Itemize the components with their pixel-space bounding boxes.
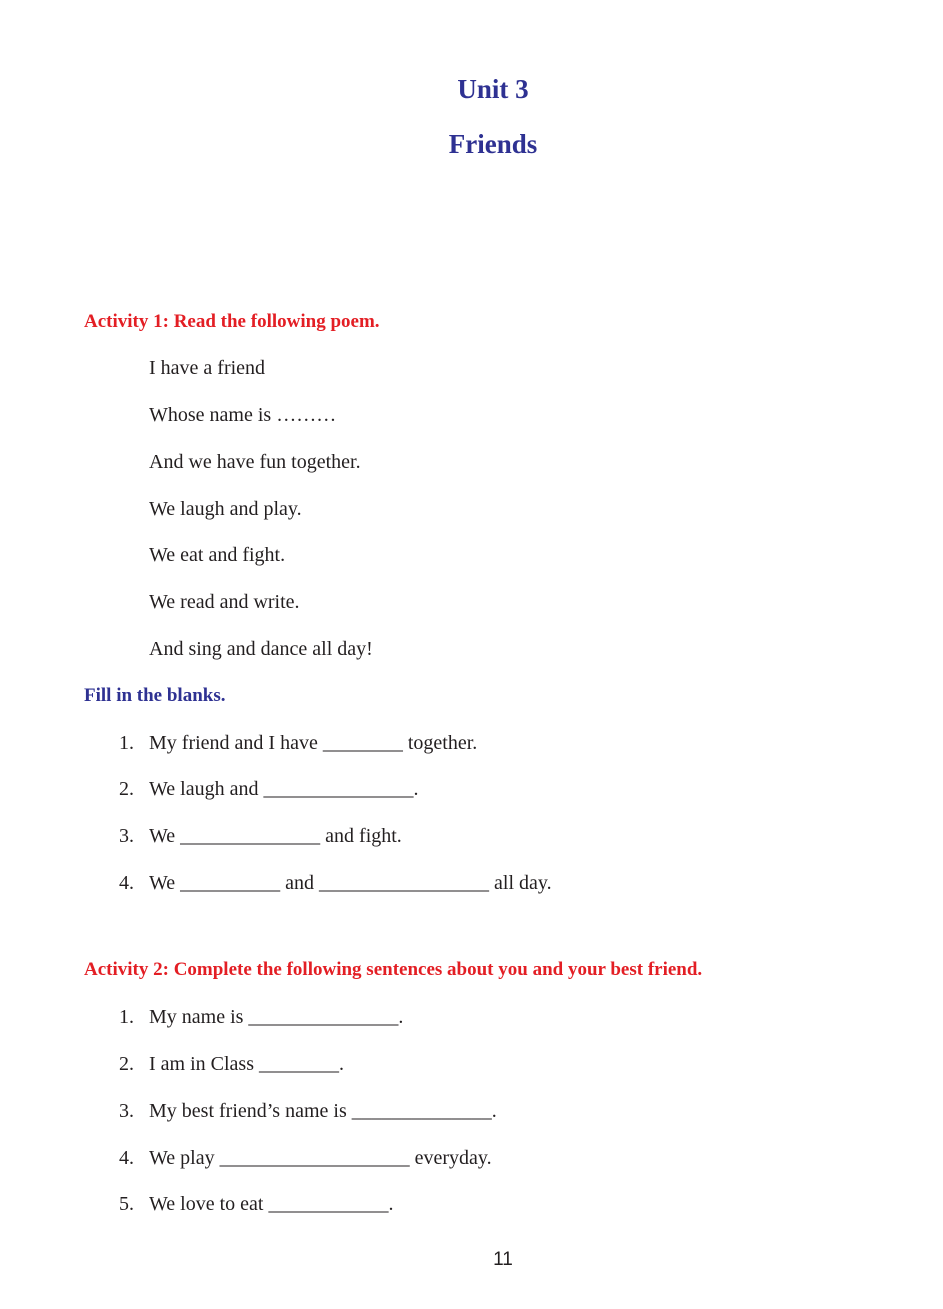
exercise-item: We laugh and _______________.: [149, 778, 419, 800]
page-number: 11: [493, 1249, 513, 1270]
poem-line: And we have fun together.: [149, 451, 361, 473]
activity-1-heading: Activity 1: Read the following poem.: [84, 311, 380, 332]
unit-number: Unit 3: [457, 74, 529, 104]
exercise-item: My friend and I have ________ together.: [149, 732, 478, 754]
poem-line: And sing and dance all day!: [149, 638, 373, 660]
exercise-number: 3.: [119, 825, 134, 847]
exercise-item: My name is _______________.: [149, 1006, 404, 1028]
exercise-number: 1.: [119, 1006, 134, 1028]
poem-line: I have a friend: [149, 357, 266, 379]
poem-line: We eat and fight.: [149, 544, 286, 566]
poem-line: We laugh and play.: [149, 498, 302, 520]
exercise-item: We play ___________________ everyday.: [149, 1147, 492, 1169]
exercise-number: 2.: [119, 778, 134, 800]
exercise-item: We love to eat ____________.: [149, 1193, 394, 1215]
exercise-number: 5.: [119, 1193, 134, 1215]
poem-line: We read and write.: [149, 591, 300, 613]
exercise-item: My best friend’s name is ______________.: [149, 1100, 497, 1122]
exercise-item: I am in Class ________.: [149, 1053, 344, 1075]
poem-line: Whose name is ………: [149, 404, 337, 426]
exercise-number: 3.: [119, 1100, 134, 1122]
activity-2-heading: Activity 2: Complete the following sentences about you and your best friend.: [84, 959, 703, 980]
exercise-number: 2.: [119, 1053, 134, 1075]
unit-title: Friends: [448, 129, 538, 159]
exercise-item: We __________ and _________________ all day.: [149, 872, 552, 894]
exercise-number: 4.: [119, 872, 134, 894]
exercise-number: 1.: [119, 732, 134, 754]
exercise-number: 4.: [119, 1147, 134, 1169]
exercise-item: We ______________ and fight.: [149, 825, 402, 847]
fill-blanks-heading: Fill in the blanks.: [84, 685, 226, 706]
